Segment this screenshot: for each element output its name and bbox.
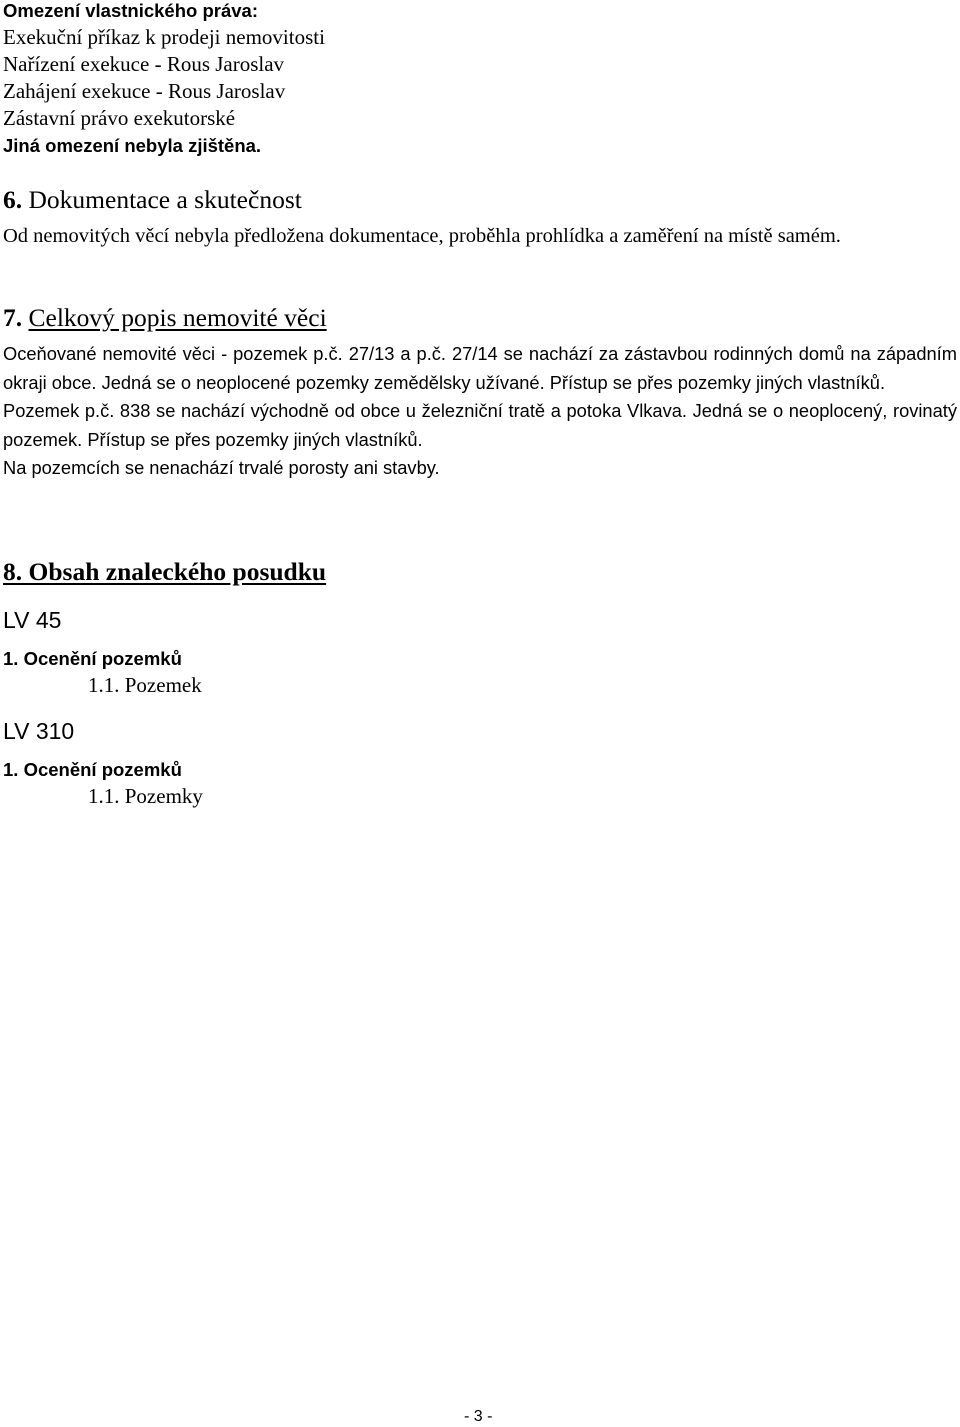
restrictions-block — [3, 0, 957, 159]
section-7-number: 7. — [3, 303, 23, 332]
section-7-paragraph-2: Pozemek p.č. 838 se nachází východně od obce u železniční tratě a potoka Vlkava. Jedná se o neoplocený, rovinatý pozemek. Přístup se přes pozemky jiných vlastníků. — [3, 400, 957, 450]
lv-number: LV 310 — [3, 718, 75, 744]
section-8-title: 8. Obsah znaleckého posudku — [3, 557, 327, 586]
lv-group — [3, 716, 957, 810]
restriction-item: Zástavní právo exekutorské — [3, 106, 236, 130]
section-6-text: Od nemovitých věcí nebyla předložena dokumentace, proběhla prohlídka a zaměření na místě samém. — [3, 225, 841, 247]
section-7-title: Celkový popis nemovité věci — [28, 303, 327, 332]
restrictions-closing: Jiná omezení nebyla zjištěna. — [3, 135, 262, 156]
valuation-subitem: 1.1. Pozemky — [88, 784, 203, 808]
valuation-item: 1. Ocenění pozemků — [3, 648, 182, 669]
restriction-item: Nařízení exekuce - Rous Jaroslav — [3, 52, 285, 76]
restrictions-heading: Omezení vlastnického práva: — [3, 0, 258, 21]
restriction-item: Zahájení exekuce - Rous Jaroslav — [3, 79, 286, 103]
section-7-paragraph-3: Na pozemcích se nenachází trvalé porosty ani stavby. — [3, 457, 440, 478]
restriction-item: Exekuční příkaz k prodeji nemovitosti — [3, 25, 325, 49]
section-6-heading — [3, 184, 957, 216]
section-6-title: Dokumentace a skutečnost — [28, 185, 302, 214]
section-7-paragraph-1: Oceňované nemovité věci - pozemek p.č. 27/13 a p.č. 27/14 se nachází za zástavbou rodinných domů na západním okraji obce. Jedná se o neoplocené pozemky zemědělsky užívané. Přístup se přes pozemky jiných vlastníků. — [3, 343, 957, 393]
valuation-subitem: 1.1. Pozemek — [88, 673, 202, 697]
section-8 — [3, 556, 957, 810]
valuation-item: 1. Ocenění pozemků — [3, 759, 182, 780]
page-number: - 3 - — [464, 1408, 493, 1425]
lv-group — [3, 605, 957, 699]
section-7-heading — [3, 302, 957, 334]
section-6-number: 6. — [3, 185, 23, 214]
section-7 — [3, 302, 957, 483]
section-6 — [3, 184, 957, 250]
lv-number: LV 45 — [3, 607, 62, 633]
